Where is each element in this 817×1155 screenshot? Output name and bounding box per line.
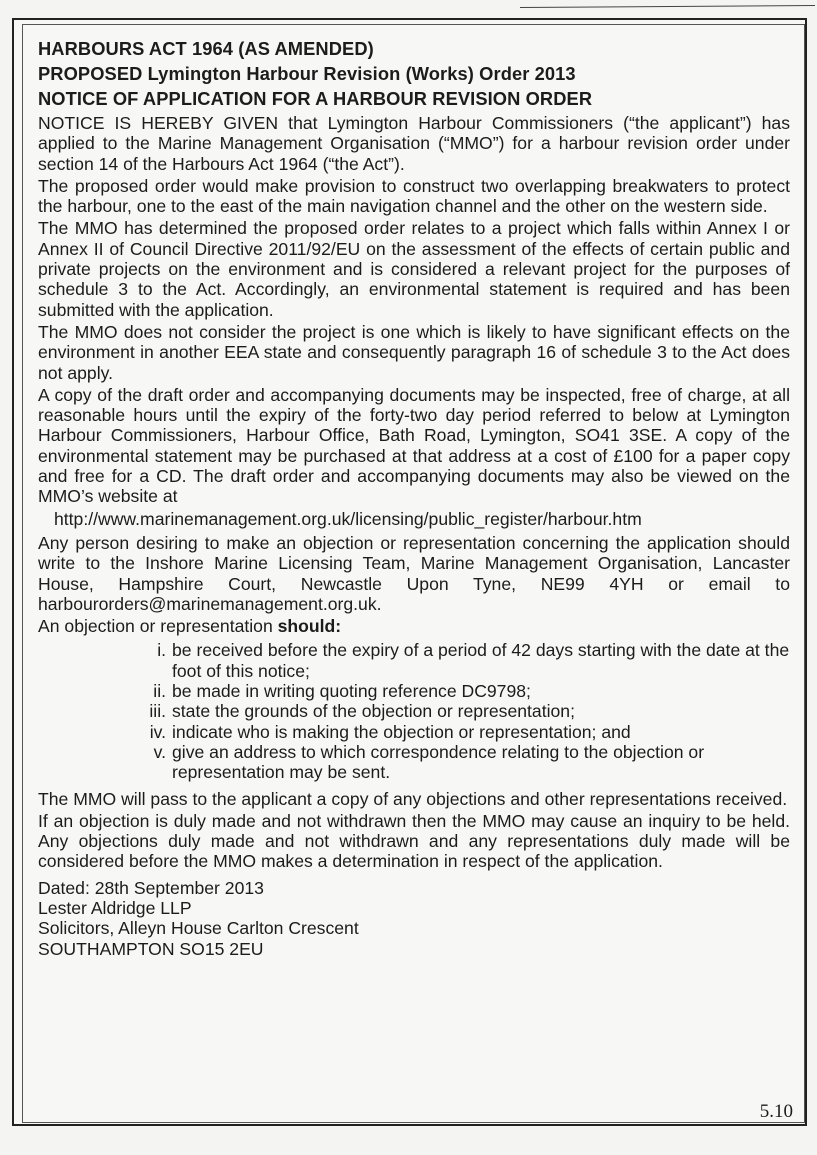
objection-intro-text: An objection or representation	[38, 616, 273, 637]
list-item-text: be made in writing quoting reference DC9798;	[172, 681, 531, 702]
closing-paragraph: The MMO will pass to the applicant a copy of any objections and other representations received.	[38, 788, 788, 809]
list-item-text: state the grounds of the objection or representation;	[172, 701, 575, 722]
page-number: 5.10	[759, 1101, 793, 1122]
list-item-text: indicate who is making the objection or representation; and	[172, 721, 631, 742]
closing-paragraph: If an objection is duly made and not withdrawn then the MMO may cause an inquiry to be held. Any objections duly made and not withdrawn and any representations duly made will be considered before the MMO makes a determination in respect of the application.	[38, 810, 790, 872]
list-item-number: v.	[153, 741, 166, 762]
notice-content	[38, 36, 790, 959]
address-line: Solicitors, Alleyn House Carlton Crescent	[38, 918, 359, 939]
list-item	[142, 640, 790, 681]
objection-paragraph: Any person desiring to make an objection or representation concerning the application should write to the Inshore Marine Licensing Team, Marine Management Organisation, Lancaster House, Hampshire Court, Newcastle Upon Tyne, NE99 4YH or email to harbourorders@marinemanagement.org.uk.	[38, 532, 790, 614]
objection-intro-bold: should:	[277, 616, 342, 637]
notice-paragraph: The proposed order would make provision to construct two overlapping breakwaters to protect the harbour, one to the east of the main navigation channel and the other on the western side.	[38, 175, 790, 217]
notice-paragraph: A copy of the draft order and accompanying documents may be inspected, free of charge, at all reasonable hours until the expiry of the forty-two day period referred to below at Lymington Harbour Commissioners, Harbour Office, Bath Road, Lymington, SO41 3SE. A copy of the environmental statement may be purchased at that address at a cost of £100 for a paper copy and free for a CD. The draft order and accompanying documents may also be viewed on the MMO’s website at	[38, 384, 790, 507]
scan-edge-line	[520, 5, 815, 11]
list-item-number: ii.	[153, 681, 166, 702]
list-item-number: i.	[157, 640, 166, 661]
objection-intro	[38, 616, 790, 636]
act-heading: HARBOURS ACT 1964 (AS AMENDED)	[38, 38, 374, 59]
list-item-text: give an address to which correspondence relating to the objection or representation may be sent.	[172, 741, 705, 783]
list-item	[142, 681, 790, 701]
website-link[interactable]: http://www.marinemanagement.org.uk/licensing/public_register/harbour.htm	[54, 508, 642, 529]
list-item	[142, 722, 790, 742]
firm-name: Lester Aldridge LLP	[38, 897, 192, 918]
list-item	[142, 742, 790, 783]
city-line: SOUTHAMPTON SO15 2EU	[38, 938, 264, 959]
list-item	[142, 701, 790, 721]
date-line: Dated: 28th September 2013	[38, 877, 264, 898]
list-item-text: be received before the expiry of a period of 42 days starting with the date at the foot of this notice;	[172, 640, 790, 681]
notice-heading: NOTICE OF APPLICATION FOR A HARBOUR REVISION ORDER	[38, 88, 593, 109]
signature-block	[38, 878, 790, 959]
notice-paragraph: The MMO does not consider the project is one which is likely to have significant effects on the environment in another EEA state and consequently paragraph 16 of schedule 3 to the Act does not apply.	[38, 321, 790, 383]
list-item-number: iv.	[149, 721, 166, 742]
requirements-list	[38, 640, 790, 782]
list-item-number: iii.	[149, 701, 166, 722]
notice-paragraph: The MMO has determined the proposed order relates to a project which falls within Annex I or Annex II of Council Directive 2011/92/EU on the assessment of the effects of certain public and private projects on the environment and is considered a relevant project for the purposes of schedule 3 to the Act. Accordingly, an environmental statement is required and has been submitted with the application.	[38, 218, 790, 320]
order-heading: PROPOSED Lymington Harbour Revision (Works) Order 2013	[38, 63, 576, 84]
notice-paragraph: NOTICE IS HEREBY GIVEN that Lymington Harbour Commissioners (“the applicant”) has applied to the Marine Management Organisation (“MMO”) for a harbour revision order under section 14 of the Harbours Act 1964 (“the Act”).	[38, 113, 790, 174]
